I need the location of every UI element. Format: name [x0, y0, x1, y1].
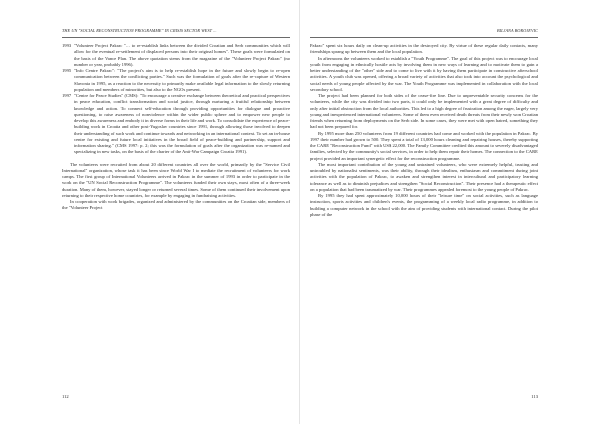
body-paragraph: By 1995 more than 250 volunteers from 19 different countries had come and worked with the population in Pakrac. By 1997 their number had grown to 500. They spent a total of 13,000 hours cleaning and repairing houses, thereby supporting the CARE "Reconstruction Fund" with US$ 22,000. The Family Committee credited this amount to severely disadvantaged families, selected by the community's social services, in order to help them repair their homes. The connection to the CARE project provided an important synergetic effect for the reconstruction programme.: [310, 130, 538, 161]
right-page-body: [310, 43, 538, 218]
left-page: [0, 0, 292, 424]
body-paragraph: Pakrac" spent six hours daily on clean-up activities in the destroyed city. By virtue of these regular daily contacts, many friendships sprang up between them and the local population.: [310, 43, 538, 55]
running-header-left: THE UN "SOCIAL RECONSTRUCTION PROGRAMME" IN CRISIS SECTOR WEST ...: [62, 28, 290, 38]
note-text: "Info Centre Pakrac": "The project's aim is to help re-establish hope in the future and slowly begin to re-open communication between the conflicting parties." Such was the formulation of goals after the re-capture of Western Slavonia in 1995, as a reaction to the necessity to primarily make available legal information to the slowly returning population and members of minorities, but also to the NGOs present.: [74, 68, 290, 92]
body-paragraph: The volunteers were recruited from about 20 different countries all over the world, primarily by the "Service Civil International" organization, whose task it has been since World War I to mediate the recruitment of volunteers for work camps. The first group of International Volunteers arrived in Pakrac in the summer of 1993 in order to participate in the work on the "UN Social Reconstruction Programme". The volunteers funded their own stays, most often of a three-week duration. Many of them, however, stayed longer or returned several times. Some of them continued their involvement upon returning to their respective home countries, for example by engaging in fundraising activities.: [62, 161, 290, 198]
book-gutter: [299, 0, 300, 424]
page-number-left: 112: [62, 394, 69, 399]
note-year: 1997: [62, 93, 72, 98]
goal-note-1995: [62, 68, 290, 93]
body-paragraph: By 1995 they had spent approximately 10,000 hours of their "leisure time" on social activities, such as language instruction, sports activities and children's events, the programming of a weekly local radio programme, in addition to building a computer network in the school with the aim of providing students with international contact. During the pilot phase of the: [310, 193, 538, 217]
note-text: "Volunteer Project Pakrac "… to re-establish links between the divided Croatian and Serb communities which will allow for the eventual re-settlement of displaced persons into their original homes". These goals were formulated on the basis of the Vance Plan. The above quotation stems from the magazine of the "Volunteer Project Pakrac" (no number or year, probably 1996).: [74, 43, 290, 67]
note-text: "Centre for Peace Studies" (CMS): "To encourage a creative exchange between theoretical and practical perspectives in peace education, conflict transformation and social justice, through nurturing a fruitful relationship between knowledge and action. To connect self-education through providing opportunities for dialogue and proactive questioning, to raise awareness of nonviolence within the wider public sphere and to empower new people to develop this awareness and embody it in diverse forms in their life and work. To consolidate the experience of peace-building work in Croatia and other post-Yugoslav countries since 1991, through allowing those involved to deepen their understanding of such work and continue towards and networking in an international context. To set an in-house centre for existing and future local initiatives in the broad field of peace-building and partnership, support and information sharing." (CMS 1997: p. 2; this was the formulation of goals after the organization was re-named and specializing in new tasks, on the basis of the charter of the Anti-War Campaign Croatia 1991).: [74, 93, 290, 155]
note-year: 1993: [62, 43, 72, 48]
body-paragraph: In afternoons the volunteers worked to establish a "Youth Programme". The goal of this project was to encourage local youth from engaging in ethnically hostile acts by involving them in new ways of learning and to motivate them to gain a better understanding of the "other" side and to come to live with it by having them participate in constructive afterschool activities. A youth club was opened, offering a broad variety of activities that also took into account the psychological and social needs of young people affected by the war. The Youth Programme was implemented in collaboration with the local secondary school.: [310, 55, 538, 92]
goal-note-1993: [62, 43, 290, 68]
goal-note-1997: [62, 93, 290, 156]
right-page: [308, 0, 600, 424]
body-paragraph: In cooperation with work brigades, organized and administered by the communities on the Croatian side, members of the "Volunteer Project: [62, 199, 290, 211]
body-paragraph: The most important contribution of the young and untrained volunteers, who were extremely helpful, trusting and untroubled by nationalist sentiments, was their ability, through their idealism, enthusiasm and commitment during joint activities with the population of Pakrac, to awaken and strengthen interest in intercultural and participatory learning tolerance as well as to diminish prejudices and strengthen "Social Reconstruction". Their presence had a therapeutic effect on a population that had been traumatized by war. Their programmes appealed foremost to the young people of Pakrac.: [310, 161, 538, 192]
page-number-right: 113: [531, 394, 538, 399]
left-page-body: [62, 43, 290, 212]
running-header-right: BILJANA BOROJEVIC: [310, 28, 538, 38]
note-year: 1995: [62, 68, 72, 73]
body-paragraph: The project had been planned for both sides of the cease-fire line. Due to unpreventable security concerns for the volunteers, while the city was divided into two parts, it could only be implemented with a great degree of difficulty and only after initial obstruction from the local authorities. This led to a high degree of frustration among the eager, largely very young and inexperienced international volunteers. Some of them even received death threats from their newly won Croatian friends when returning from deployments on the Serb side. In some cases, they were met with open hatred, something they had not been prepared for.: [310, 93, 538, 130]
